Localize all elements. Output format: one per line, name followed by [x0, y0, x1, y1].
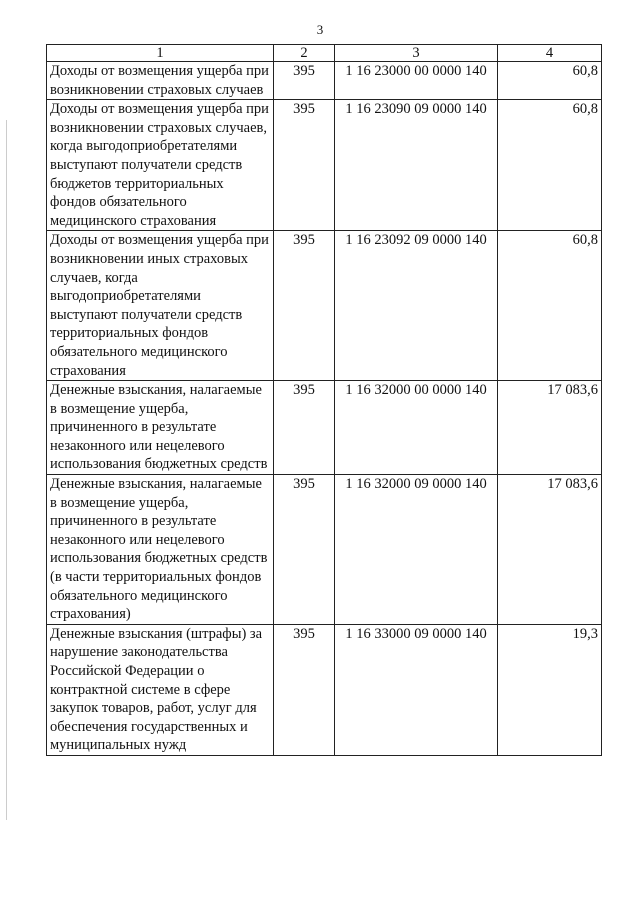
header-col-3: 3: [335, 45, 498, 62]
table-row: [47, 381, 602, 475]
administrator-code: 395: [274, 231, 335, 381]
table-header: [47, 45, 602, 62]
scan-margin-line: [6, 120, 7, 820]
revenue-name: Доходы от возмещения ущерба при возникновении страховых случаев, когда выгодоприобретателями выступают получатели средств бюджетов территориальных фондов обязательного медицинского страхования: [47, 100, 274, 231]
administrator-code: 395: [274, 100, 335, 231]
header-col-1: 1: [47, 45, 274, 62]
amount: 60,8: [498, 62, 602, 100]
administrator-code: 395: [274, 624, 335, 755]
table-row: [47, 231, 602, 381]
amount: 19,3: [498, 624, 602, 755]
table-row: [47, 100, 602, 231]
table-row: [47, 624, 602, 755]
amount: 60,8: [498, 100, 602, 231]
budget-classification-code: 1 16 32000 00 0000 140: [335, 381, 498, 475]
header-col-2: 2: [274, 45, 335, 62]
administrator-code: 395: [274, 381, 335, 475]
budget-classification-code: 1 16 33000 09 0000 140: [335, 624, 498, 755]
header-row: [47, 45, 602, 62]
budget-classification-code: 1 16 23090 09 0000 140: [335, 100, 498, 231]
revenue-name: Денежные взыскания, налагаемые в возмещение ущерба, причиненного в результате незаконного или нецелевого использования бюджетных средств (в части территориальных фондов обязательного медицинского страхования): [47, 475, 274, 625]
revenue-name: Денежные взыскания, налагаемые в возмещение ущерба, причиненного в результате незаконного или нецелевого использования бюджетных средств: [47, 381, 274, 475]
revenue-name: Доходы от возмещения ущерба при возникновении страховых случаев: [47, 62, 274, 100]
revenue-name: Доходы от возмещения ущерба при возникновении иных страховых случаев, когда выгодоприобретателями выступают получатели средств территориальных фондов обязательного медицинского страхования: [47, 231, 274, 381]
budget-classification-code: 1 16 23092 09 0000 140: [335, 231, 498, 381]
amount: 60,8: [498, 231, 602, 381]
page-number: 3: [316, 22, 324, 37]
amount: 17 083,6: [498, 381, 602, 475]
header-col-4: 4: [498, 45, 602, 62]
revenue-name: Денежные взыскания (штрафы) за нарушение законодательства Российской Федерации о контрактной системе в сфере закупок товаров, работ, услуг для обеспечения государственных и муниципальных нужд: [47, 624, 274, 755]
budget-revenue-table: [46, 44, 602, 756]
amount: 17 083,6: [498, 475, 602, 625]
table-row: [47, 62, 602, 100]
administrator-code: 395: [274, 475, 335, 625]
table-row: [47, 475, 602, 625]
budget-classification-code: 1 16 23000 00 0000 140: [335, 62, 498, 100]
administrator-code: 395: [274, 62, 335, 100]
table-body: [47, 62, 602, 756]
budget-classification-code: 1 16 32000 09 0000 140: [335, 475, 498, 625]
